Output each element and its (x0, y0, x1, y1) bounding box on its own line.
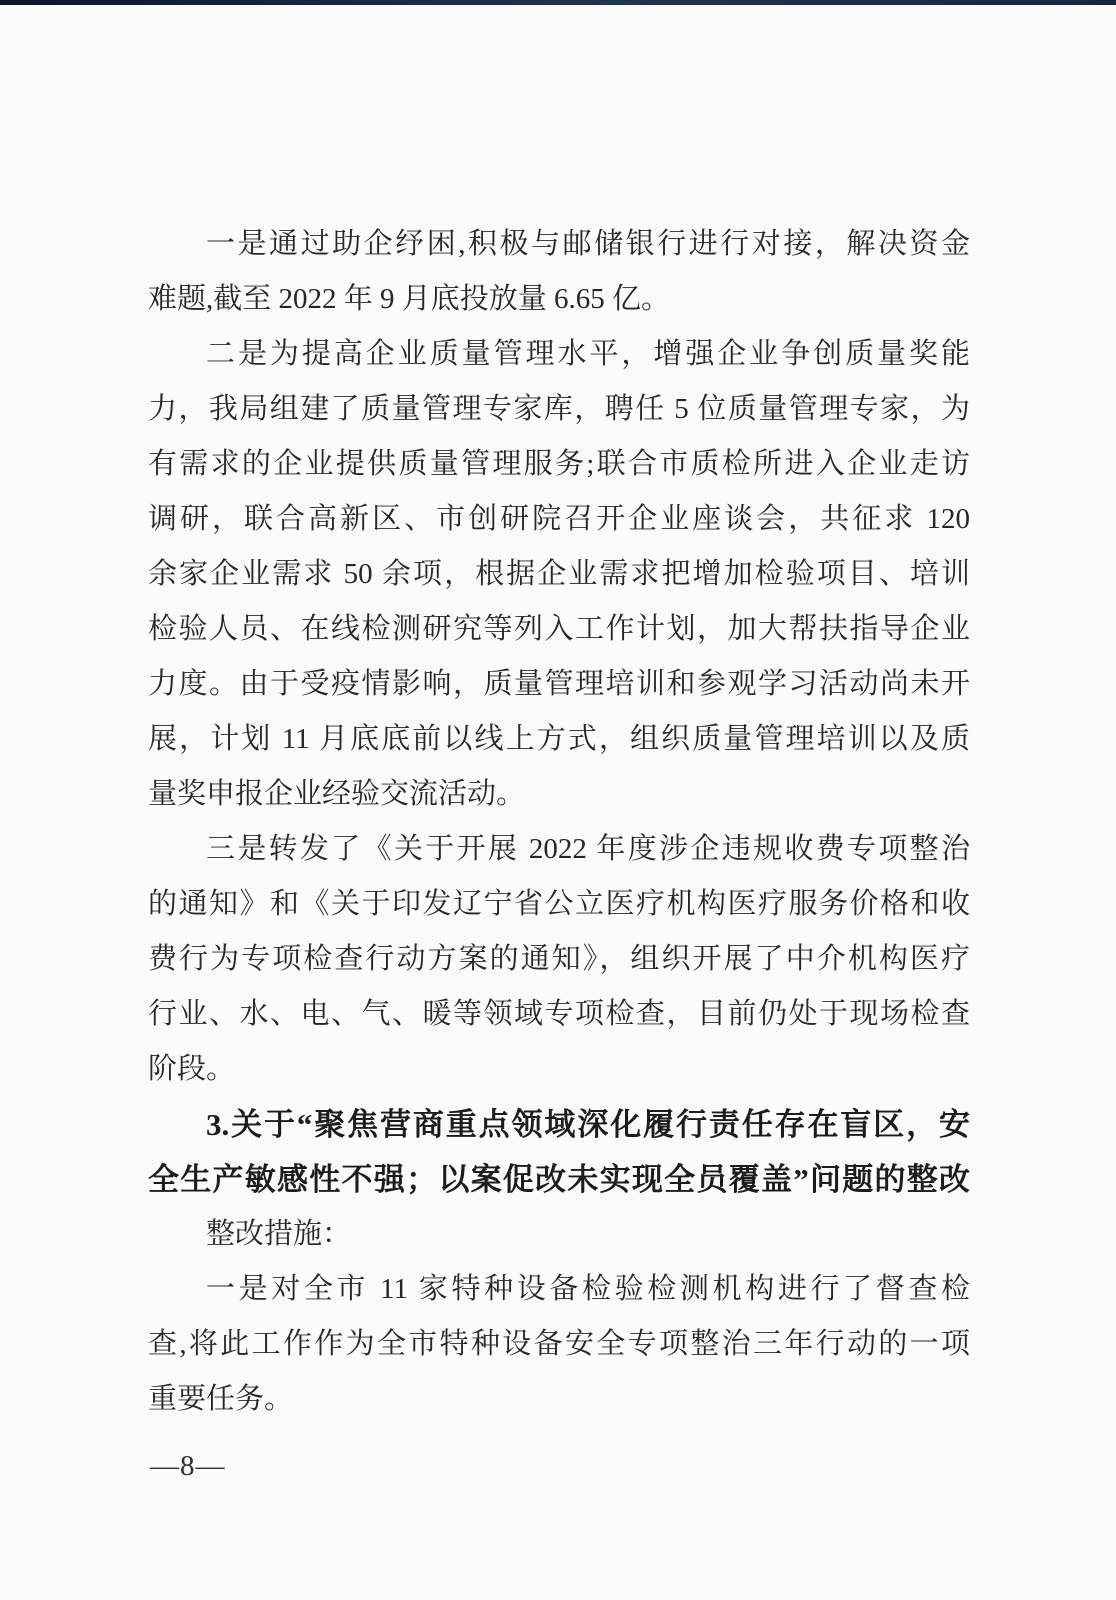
text-line: 有需求的企业提供质量管理服务;联合市质检所进入企业走访 (148, 448, 970, 480)
text-line: 三是转发了《关于开展 2022 年度涉企违规收费专项整治 (206, 833, 970, 865)
text-line: 整改措施： (206, 1218, 352, 1250)
document-body (148, 217, 970, 1427)
text-line: 一是对全市 11 家特种设备检验检测机构进行了督查检 (206, 1273, 970, 1305)
text-line: 的通知》和《关于印发辽宁省公立医疗机构医疗服务价格和收 (148, 888, 970, 920)
text-line: 力度。由于受疫情影响，质量管理培训和参观学习活动尚未开 (148, 668, 970, 700)
text-line: 力，我局组建了质量管理专家库，聘任 5 位质量管理专家，为 (148, 393, 970, 425)
top-rule (0, 0, 1116, 5)
text-line: 检验人员、在线检测研究等列入工作计划，加大帮扶指导企业 (148, 613, 970, 645)
text-line: 费行为专项检查行动方案的通知》，组织开展了中介机构医疗 (148, 943, 970, 975)
text-line: 查,将此工作作为全市特种设备安全专项整治三年行动的一项 (148, 1328, 970, 1360)
text-lines (148, 217, 970, 1427)
text-line: 难题,截至 2022 年 9 月底投放量 6.65 亿。 (148, 283, 671, 315)
text-line: 余家企业需求 50 余项，根据企业需求把增加检验项目、培训 (148, 558, 970, 590)
text-line: 量奖申报企业经验交流活动。 (148, 778, 526, 810)
page-number: —8— (150, 1450, 226, 1482)
text-line: 调研，联合高新区、市创研院召开企业座谈会，共征求 120 (148, 503, 970, 535)
text-line: 行业、水、电、气、暖等领域专项检查，目前仍处于现场检查 (148, 998, 970, 1030)
text-line: 展，计划 11 月底底前以线上方式，组织质量管理培训以及质 (148, 723, 970, 755)
heading-line: 全生产敏感性不强；以案促改未实现全员覆盖”问题的整改 (148, 1162, 970, 1197)
text-line: 阶段。 (148, 1053, 236, 1085)
text-line: 重要任务。 (148, 1383, 294, 1415)
heading-line: 3.关于“聚焦营商重点领域深化履行责任存在盲区，安 (206, 1107, 970, 1142)
text-line: 二是为提高企业质量管理水平，增强企业争创质量奖能 (206, 338, 970, 370)
text-line: 一是通过助企纾困,积极与邮储银行进行对接，解决资金 (206, 228, 970, 260)
